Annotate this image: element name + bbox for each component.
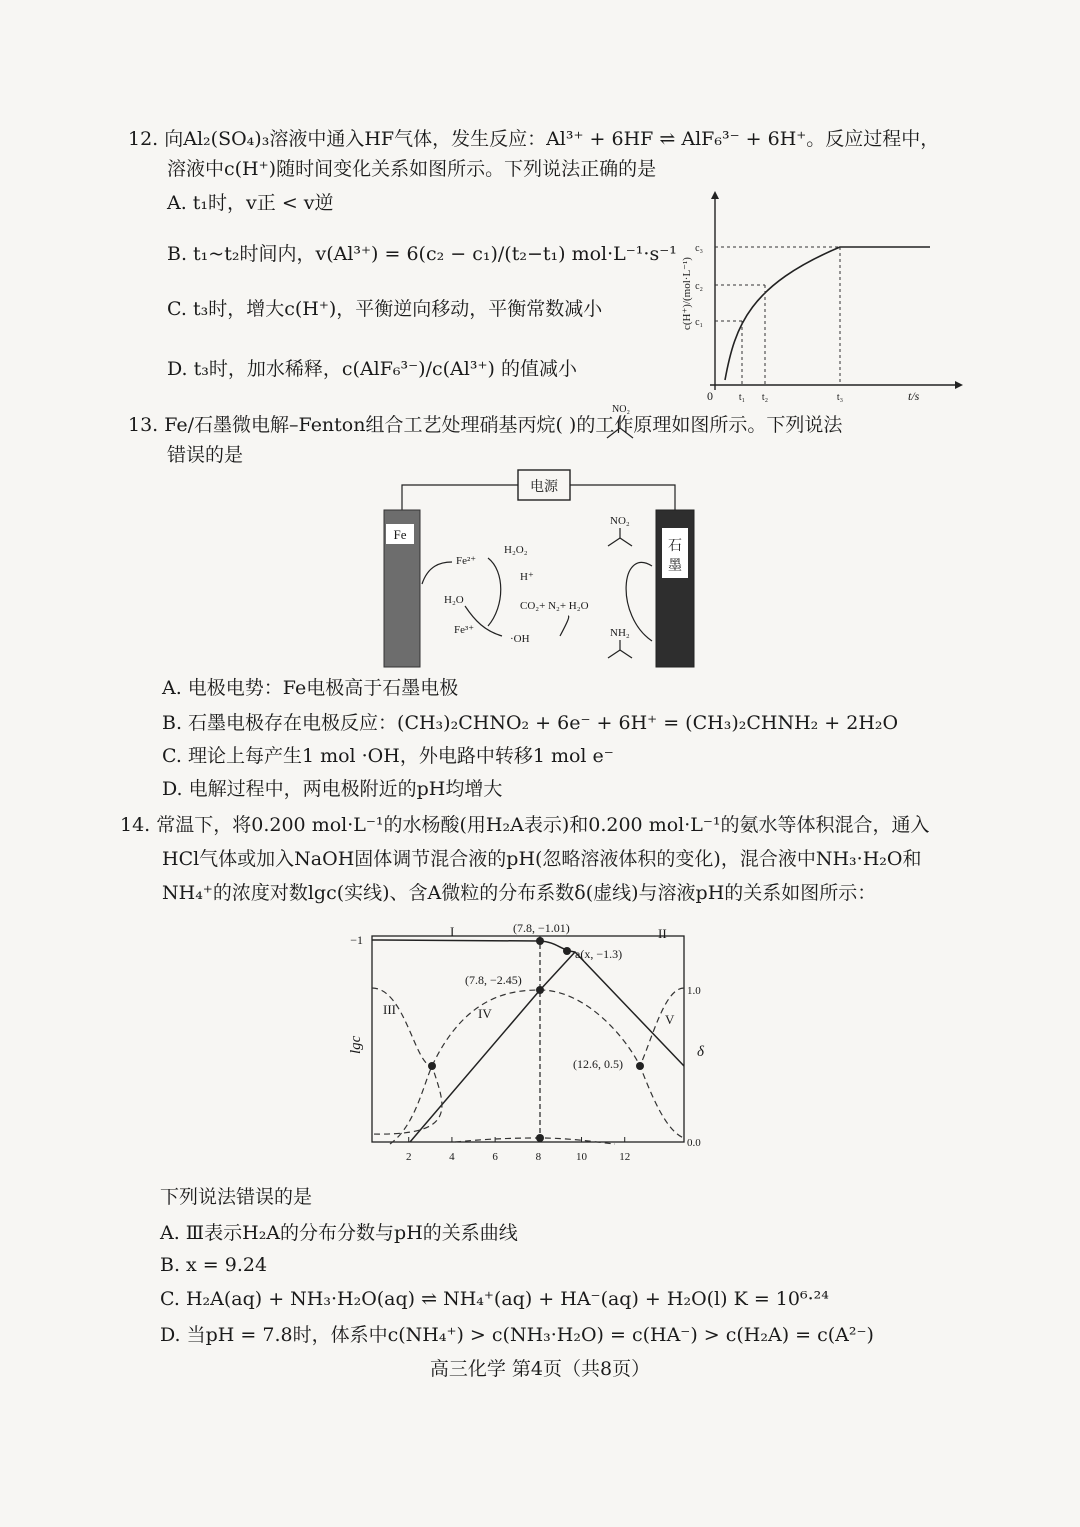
q12-guides <box>715 247 840 385</box>
q14-point-cross-left <box>428 1062 436 1070</box>
fe2-label: Fe²⁺ <box>456 555 477 567</box>
q14-label-point2: (7.8, −2.45) <box>465 973 522 987</box>
q13-stem-line2: 错误的是 <box>167 444 244 466</box>
q12-stem-line1: 12. 向Al₂(SO₄)₃溶液中通入HF气体，发生反应：Al³⁺ + 6HF ⇌ AlF₆³⁻ + 6H⁺。反应过程中， <box>128 128 940 150</box>
q12-option-b: B. t₁~t₂时间内，v(Al³⁺) = 6(c₂ − c₁)/(t₂−t₁) mol·L⁻¹·s⁻¹ <box>167 243 677 265</box>
q14-right-tick-1: 1.0 <box>687 985 701 997</box>
q14-label-point-a: a(x, −1.3) <box>575 947 623 961</box>
y-arrow-icon <box>711 191 719 199</box>
x-arrow-icon <box>955 381 963 389</box>
q14-x-tick-label: 8 <box>535 1151 542 1163</box>
q12-chart <box>670 185 970 415</box>
q14-x-tick-label: 6 <box>492 1151 498 1163</box>
oh-radical-label: ·OH <box>510 633 530 645</box>
q14-stem-line1: 14. 常温下，将0.200 mol·L⁻¹的水杨酸(用H₂A表示)和0.200 mol·L⁻¹的氨水等体积混合，通入 <box>120 814 930 836</box>
q14-label-point1: (7.8, −1.01) <box>513 921 570 935</box>
q12-stem-line2: 溶液中c(H⁺)随时间变化关系如图所示。下列说法正确的是 <box>167 158 657 180</box>
q13-option-c: C. 理论上每产生1 mol ·OH，外电路中转移1 mol e⁻ <box>162 745 614 767</box>
q12-tick-c1: c₁ <box>695 317 703 328</box>
q14-x-tick-label: 4 <box>449 1151 455 1163</box>
q12-option-d: D. t₃时，加水稀释，c(AlF₆³⁻)/c(Al³⁺) 的值减小 <box>167 358 577 380</box>
q12-x-label: t/s <box>908 389 920 403</box>
q12-y-label: c(H⁺)/(mol·L⁻¹) <box>681 257 693 330</box>
fe3-label: Fe³⁺ <box>454 624 475 636</box>
q14-option-b: B. x = 9.24 <box>160 1254 268 1276</box>
q14-label-IV: IV <box>478 1006 492 1021</box>
q14-right-axis-label: δ <box>697 1044 704 1060</box>
q12-curve <box>725 247 930 380</box>
q14-curve-nh3 <box>540 952 575 990</box>
q14-stem-line2: HCl气体或加入NaOH固体调节混合液的pH(忽略溶液体积的变化)，混合液中NH₃·H₂O和 <box>162 848 922 870</box>
power-source-label: 电源 <box>530 480 558 495</box>
q12-option-c: C. t₃时，增大c(H⁺)，平衡逆向移动，平衡常数减小 <box>167 298 603 320</box>
q12-origin: 0 <box>707 389 713 403</box>
q12-tick-c2: c₂ <box>695 281 703 292</box>
q14-option-d: D. 当pH = 7.8时，体系中c(NH₄⁺) > c(NH₃·H₂O) = c(HA⁻) > c(H₂A) = c(A²⁻) <box>160 1324 874 1346</box>
nitro-label: NO₂ <box>612 404 630 415</box>
q14-label-II: II <box>658 926 667 941</box>
q14-point-12-6 <box>636 1062 644 1070</box>
q14-option-c: C. H₂A(aq) + NH₃·H₂O(aq) ⇌ NH₄⁺(aq) + HA⁻(aq) + H₂O(l) K = 10⁶·²⁴ <box>160 1288 829 1310</box>
q14-x-ticks <box>406 1137 630 1163</box>
graphite-label-2: 墨 <box>668 559 682 574</box>
q14-option-a: A. Ⅲ表示H₂A的分布分数与pH的关系曲线 <box>160 1222 518 1244</box>
q14-stem-line3: NH₄⁺的浓度对数lgc(实线)、含A微粒的分布系数δ(虚线)与溶液pH的关系如图所示： <box>162 882 877 904</box>
q14-point-7-8-mid <box>536 986 544 994</box>
q14-plot-frame <box>372 936 684 1142</box>
q14-chart <box>335 916 725 1181</box>
q14-label-III: III <box>383 1002 396 1017</box>
hplus-label: H⁺ <box>520 571 534 583</box>
q13-diagram <box>370 466 720 676</box>
q12-tick-c3: c₃ <box>695 243 703 254</box>
q14-x-tick-label: 12 <box>619 1151 631 1163</box>
q13-stem-line1: 13. Fe/石墨微电解–Fenton组合工艺处理硝基丙烷( )的工作原理如图所示。下列说法 <box>128 414 843 436</box>
q14-point-7-8-top <box>536 937 544 945</box>
q14-question: 下列说法错误的是 <box>160 1186 313 1208</box>
page-footer: 高三化学 第4页（共8页） <box>429 1358 651 1380</box>
q14-x-tick-label: 10 <box>576 1151 588 1163</box>
nitropropane-structure <box>597 400 647 444</box>
q14-left-tick: −1 <box>350 933 363 947</box>
h2o-label: H₂O <box>444 594 464 606</box>
q13-option-a: A. 电极电势：Fe电极高于石墨电极 <box>162 677 459 699</box>
q13-option-d: D. 电解过程中，两电极附近的pH均增大 <box>162 778 503 800</box>
q14-label-I: I <box>450 924 455 939</box>
q14-right-tick-0: 0.0 <box>687 1137 701 1149</box>
q13-nh2-label: NH₂ <box>610 627 630 639</box>
q14-x-tick-label: 2 <box>405 1151 412 1163</box>
q13-option-b: B. 石墨电极存在电极反应：(CH₃)₂CHNO₂ + 6e⁻ + 6H⁺ = (CH₃)₂CHNH₂ + 2H₂O <box>162 712 899 734</box>
graphite-label-1: 石 <box>668 539 682 554</box>
q12-option-a: A. t₁时，v正 < v逆 <box>167 192 334 214</box>
fe-label: Fe <box>393 527 407 542</box>
q14-label-V: V <box>665 1012 675 1027</box>
q14-curve-low <box>455 1138 615 1144</box>
products-label: CO₂+ N₂+ H₂O <box>520 600 589 612</box>
q14-label-point3: (12.6, 0.5) <box>573 1057 623 1071</box>
q14-point-7-8-bottom <box>536 1134 544 1142</box>
q14-point-a <box>563 947 571 955</box>
q13-no2-label: NO₂ <box>610 515 630 527</box>
q12-tick-t3: t₃ <box>836 392 844 403</box>
q12-tick-t2: t₂ <box>761 392 769 403</box>
q12-tick-t1: t₁ <box>738 392 746 403</box>
h2o2-label: H₂O₂ <box>504 544 528 556</box>
q14-left-axis-label: lgc <box>348 1035 364 1054</box>
